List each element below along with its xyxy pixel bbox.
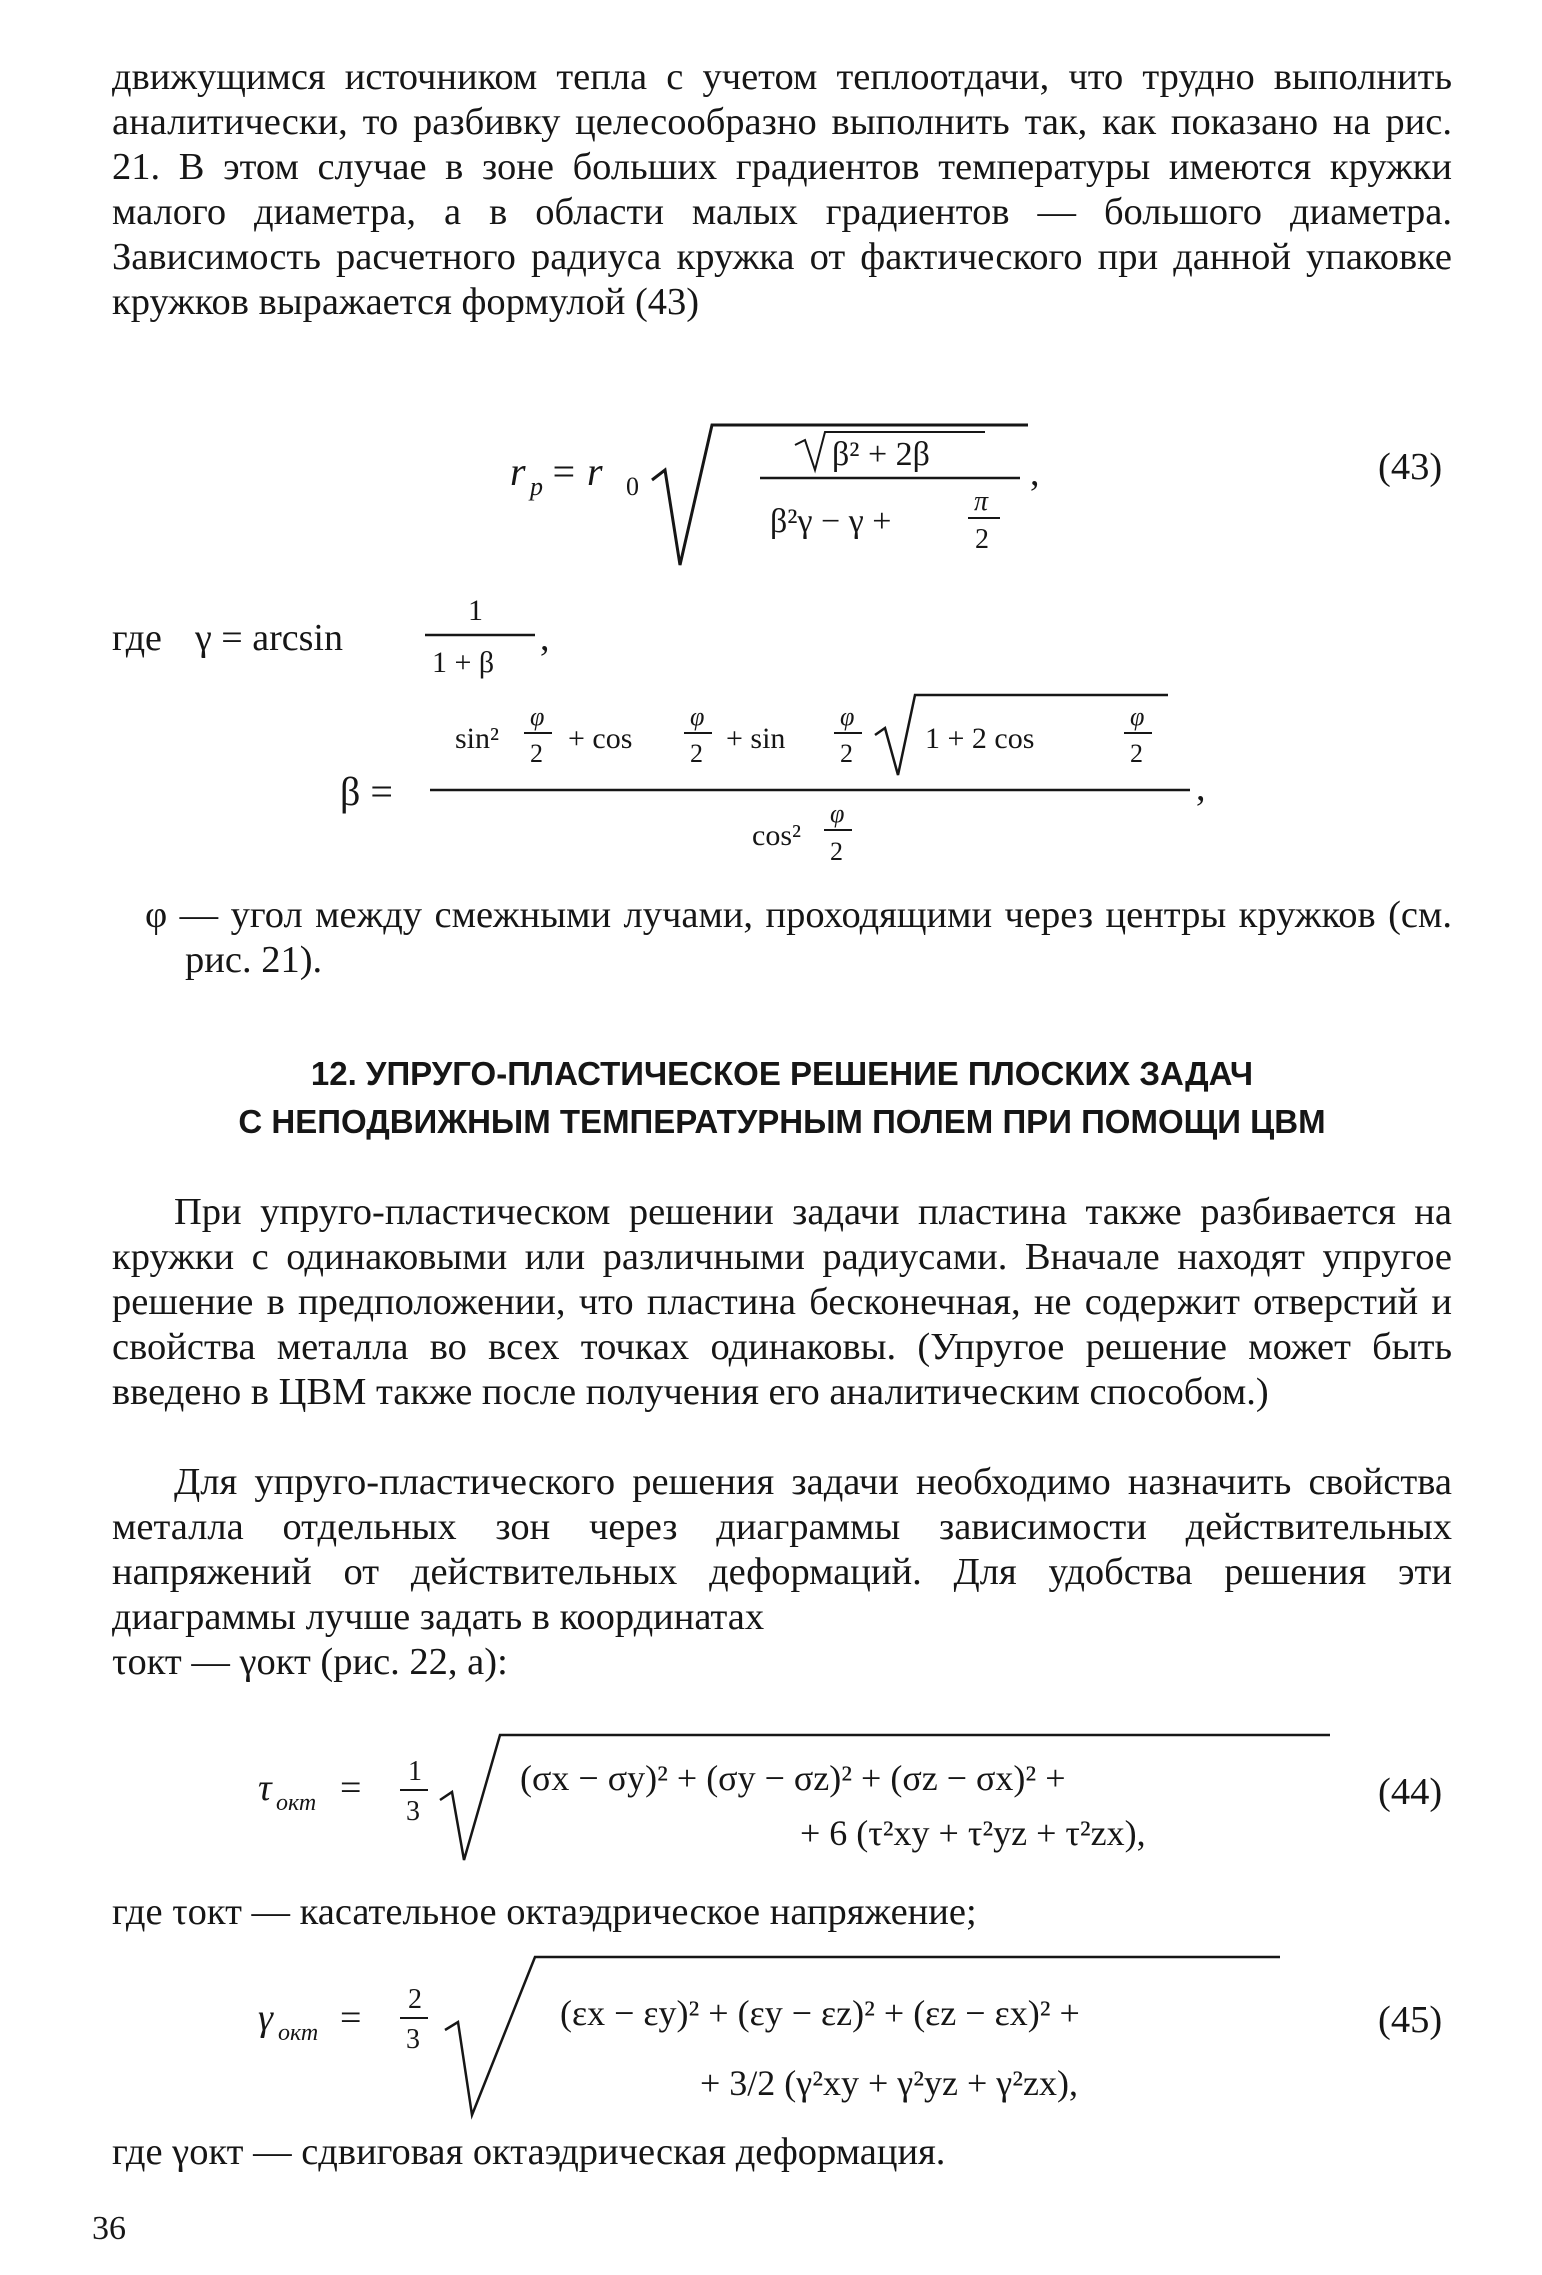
eq43-lhs: r <box>510 449 526 494</box>
beta-plus-cos: + cos <box>568 722 633 755</box>
section-heading-line1: 12. УПРУГО-ПЛАСТИЧЕСКОЕ РЕШЕНИЕ ПЛОСКИХ ЗАДАЧ <box>310 1055 1254 1092</box>
eq44-line2: + 6 (τ²xy + τ²yz + τ²zx), <box>800 1813 1146 1853</box>
eq45-equals: = <box>340 1997 362 2039</box>
eq44-line1: (σx − σy)² + (σy − σz)² + (σz − σx)² + <box>520 1758 1066 1798</box>
gamma-def-num: 1 <box>468 594 483 627</box>
eq44-radical <box>440 1735 1330 1860</box>
eq44-three: 3 <box>406 1796 420 1827</box>
beta-phi4: φ <box>1130 702 1145 731</box>
eq44-tau-sub: окт <box>276 1790 317 1816</box>
eq43-number: (43) <box>1378 446 1443 488</box>
gamma-def-prefix: где <box>112 617 162 659</box>
beta-def-trailing: , <box>1196 767 1206 809</box>
eq43-inner-radical <box>795 432 985 470</box>
eq43-lhs-sub: p <box>530 472 543 501</box>
paragraph-3-tail: τокт — γокт (рис. 22, а): <box>112 1641 508 1683</box>
beta-phi3: φ <box>840 702 855 731</box>
beta-def-lhs: β = <box>340 769 393 814</box>
paragraph-2: При упруго-пластическом решении задачи пластина также разбивается на кружки с одинаковыми или различными радиусами. Вначале находят упругое решение в предположении, что пластина бесконечная, не содержит отверстий и свойства металла во всех точках одинаковы. (Упругое решение может быть введено в ЦВМ также после получения его аналитическим способом.) <box>112 1191 1452 1413</box>
eq44-equals: = <box>340 1767 362 1809</box>
eq43-radical <box>652 425 1028 565</box>
eq43-denominator-text: β²γ − γ + <box>770 503 892 540</box>
beta-plus-sin: + sin <box>726 722 786 755</box>
eq45-radical <box>445 1957 1280 2115</box>
eq43-group <box>510 425 1040 565</box>
tau-note: где τокт — касательное октаэдрическое напряжение; <box>112 1891 977 1933</box>
page-number: 36 <box>92 2210 126 2247</box>
beta-phi2: φ <box>690 702 705 731</box>
eq44-number: (44) <box>1378 1771 1443 1813</box>
beta-phi5: φ <box>830 799 845 828</box>
beta-two5: 2 <box>830 837 843 866</box>
paragraph-3: Для упруго-пластического решения задачи необходимо назначить свойства металла отдельных зон через диаграммы зависимости действительных напряжений от действительных деформаций. Для удобства решения эти диаграммы лучше задать в координатах <box>112 1461 1452 1638</box>
phi-note: φ — угол между смежными лучами, проходящими через центры кружков (см. рис. 21). <box>145 894 1452 981</box>
gamma-note: где γокт — сдвиговая октаэдрическая деформация. <box>112 2131 946 2173</box>
gamma-def-trailing: , <box>540 617 550 659</box>
beta-definition <box>340 695 1206 866</box>
eq43-two: 2 <box>975 524 989 555</box>
gamma-definition <box>112 594 550 679</box>
eq45-gamma-sub: окт <box>278 2020 319 2046</box>
beta-radical <box>875 695 1168 775</box>
eq43-pi: π <box>974 486 989 517</box>
beta-two3: 2 <box>840 739 853 768</box>
eq43-r0-sub: 0 <box>626 472 639 501</box>
intro-paragraph: движущимся источником тепла с учетом теплоотдачи, что трудно выполнить аналитически, то разбивку целесообразно выполнить так, как показано на рис. 21. В этом случае в зоне больших градиентов температуры имеются кружки малого диаметра, а в области малых градиентов — большого диаметра. Зависимость расчетного радиуса кружка от фактического при данной упаковке кружков выражается формулой (43) <box>112 56 1452 323</box>
beta-two2: 2 <box>690 739 703 768</box>
eq45-three: 3 <box>406 2024 420 2055</box>
eq44-group <box>258 1735 1330 1860</box>
section-heading-line2: С НЕПОДВИЖНЫМ ТЕМПЕРАТУРНЫМ ПОЛЕМ ПРИ ПОМОЩИ ЦВМ <box>238 1103 1326 1140</box>
beta-sin2: sin² <box>455 722 500 755</box>
gamma-def-lhs: γ = arcsin <box>195 617 343 659</box>
beta-cos2: cos² <box>752 819 801 852</box>
beta-two4: 2 <box>1130 739 1143 768</box>
eq45-number: (45) <box>1378 1999 1443 2041</box>
eq44-one: 1 <box>408 1756 422 1787</box>
section-heading <box>112 1050 1452 1146</box>
beta-one-plus: 1 + 2 cos <box>925 722 1035 755</box>
beta-phi1: φ <box>530 702 545 731</box>
eq43-numerator-text: β² + 2β <box>832 436 930 473</box>
eq44-tau: τ <box>258 1767 272 1809</box>
eq43-equals-r0: = r <box>550 449 603 494</box>
eq43-trailing: , <box>1030 452 1040 494</box>
eq45-gamma: γ <box>258 1997 273 2039</box>
eq45-line2: + 3/2 (γ²xy + γ²yz + γ²zx), <box>700 2063 1078 2103</box>
eq45-line1: (εx − εy)² + (εy − εz)² + (εz − εx)² + <box>560 1993 1080 2033</box>
beta-two1: 2 <box>530 739 543 768</box>
eq45-group <box>258 1957 1280 2115</box>
gamma-def-den: 1 + β <box>432 646 495 679</box>
eq45-two: 2 <box>408 1984 422 2015</box>
